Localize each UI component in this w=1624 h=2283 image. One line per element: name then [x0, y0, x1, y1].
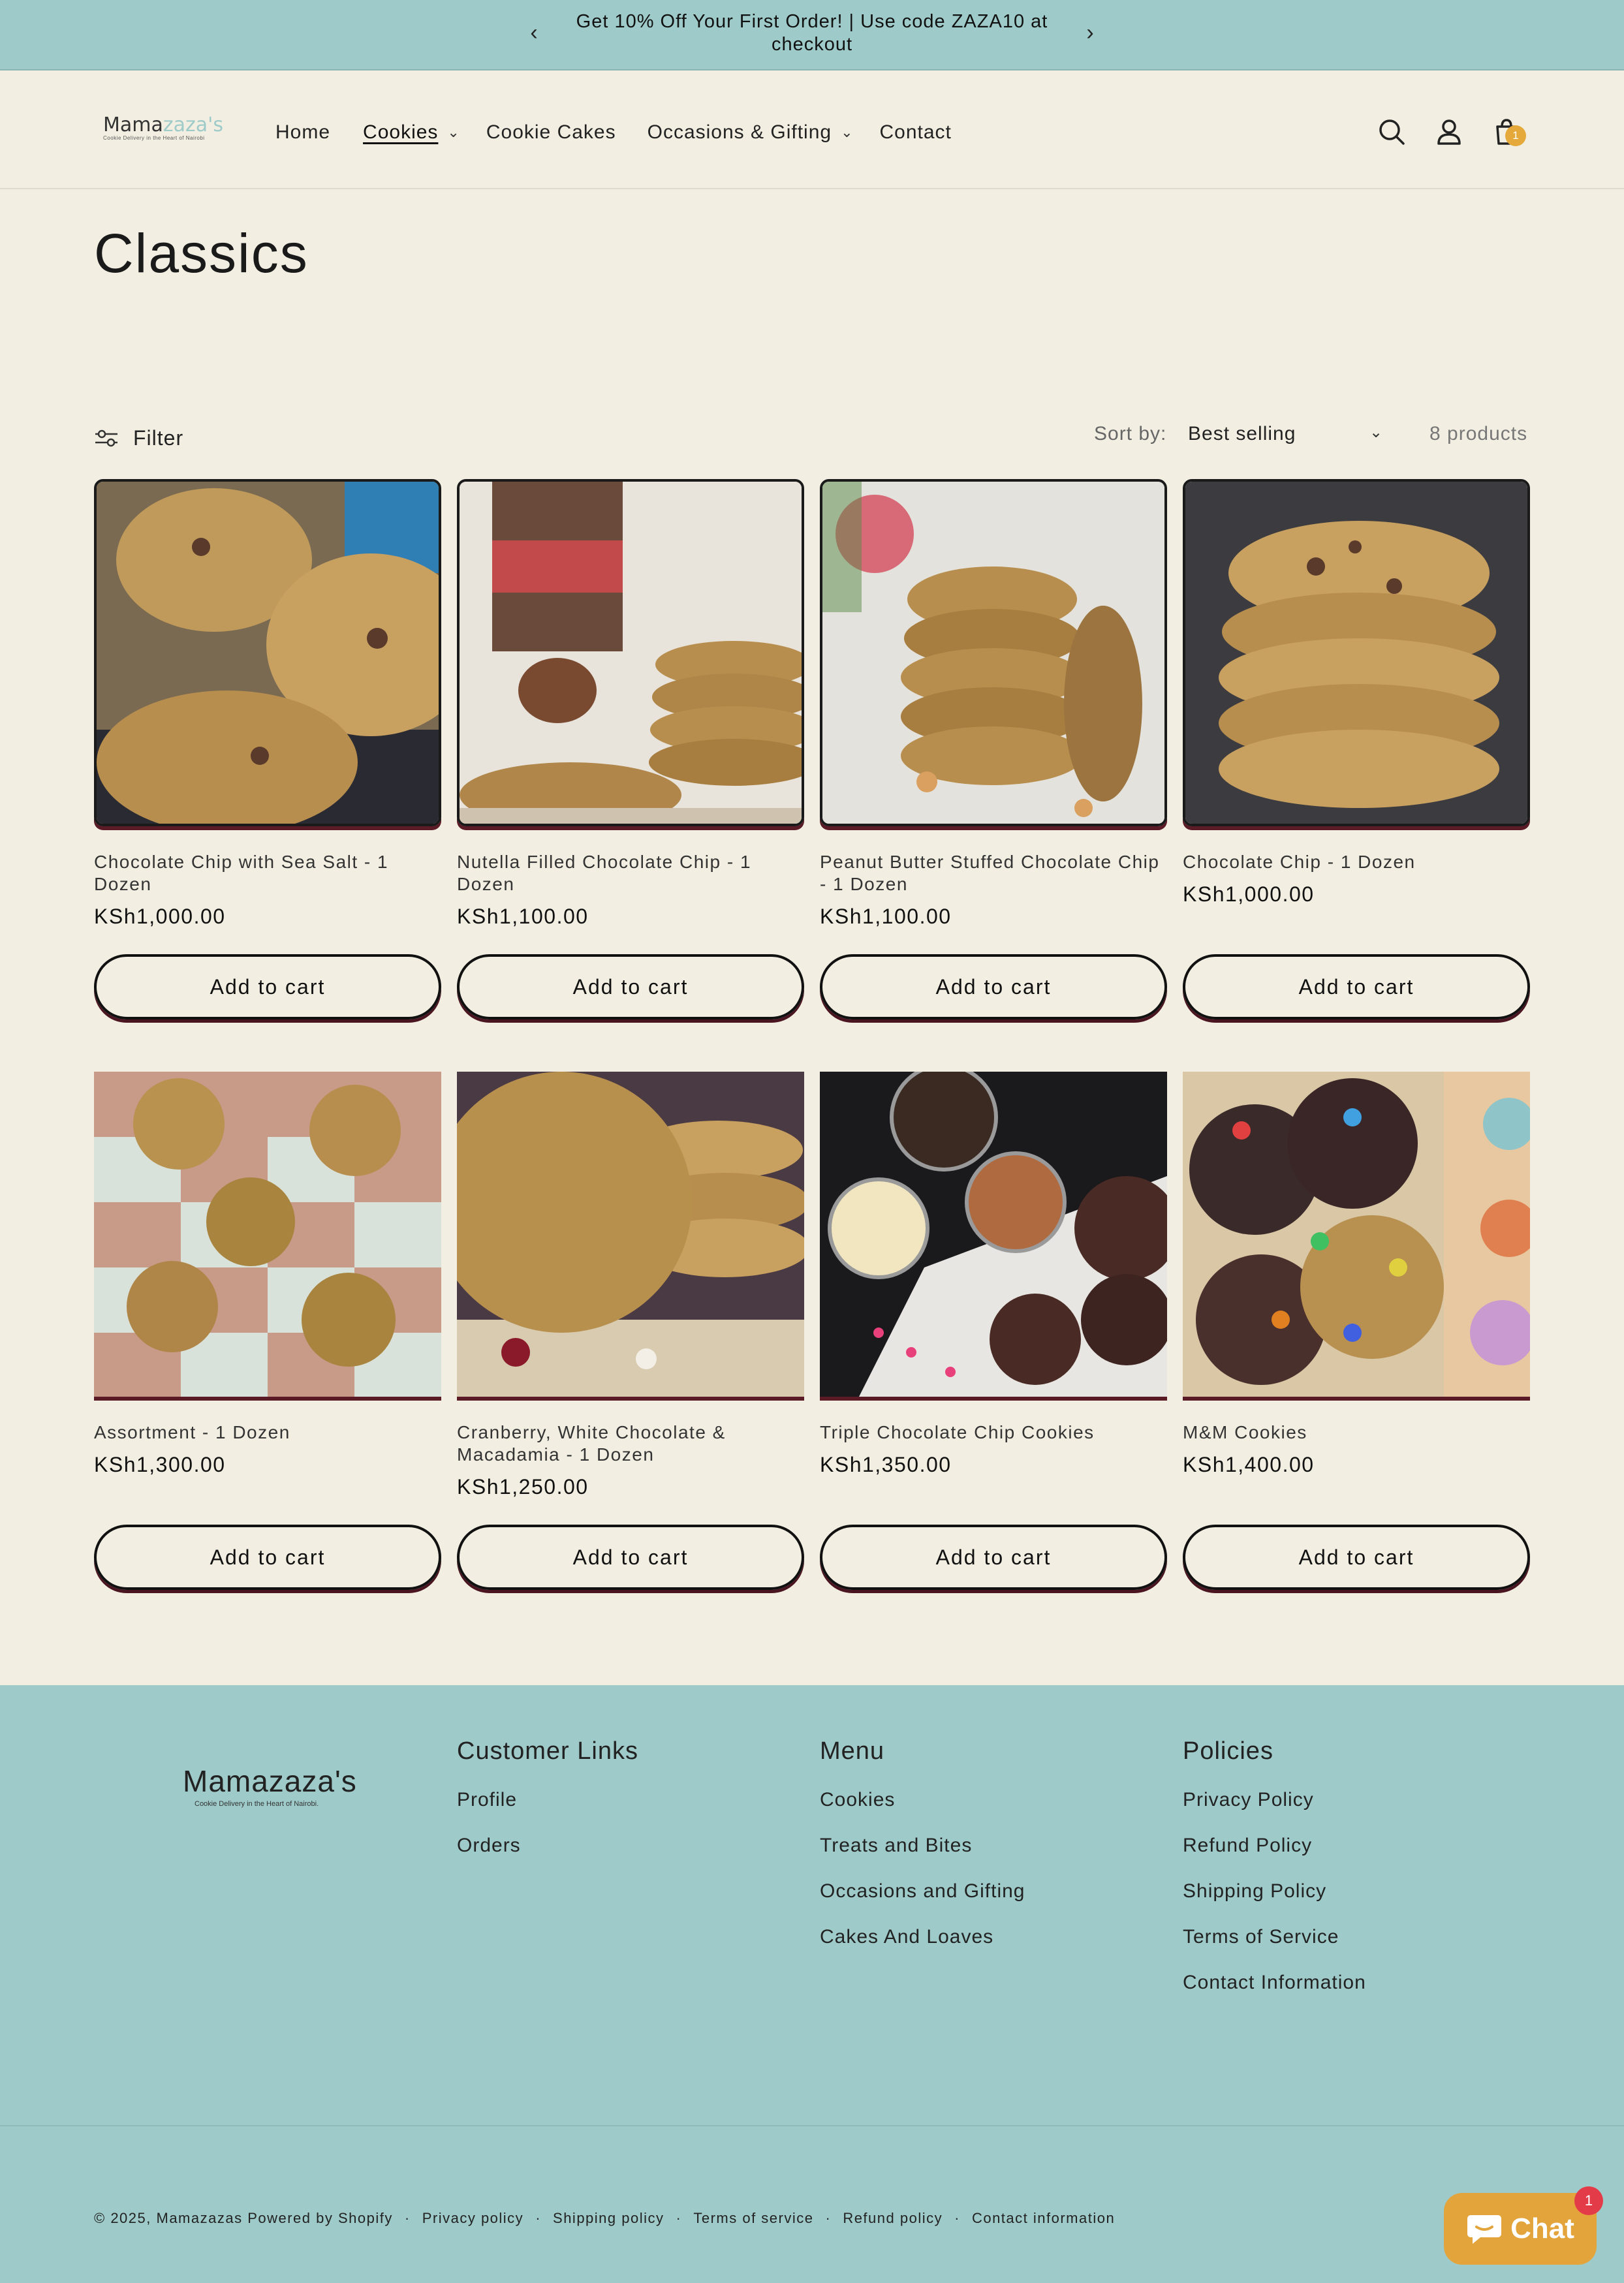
product-price: KSh1,000.00 [94, 905, 226, 928]
footer-logo-tagline: Cookie Delivery in the Heart of Nairobi. [195, 1800, 319, 1808]
product-image[interactable] [820, 479, 1167, 826]
add-to-cart-button[interactable]: Add to cart [820, 1525, 1167, 1590]
site-logo[interactable] [103, 114, 224, 146]
site-header [0, 72, 1624, 189]
footer-column-policies [1183, 1737, 1366, 2017]
product-title[interactable]: Nutella Filled Chocolate Chip - 1 Dozen [457, 852, 752, 894]
product-price: KSh1,300.00 [94, 1453, 226, 1476]
footer-bottom-bar: © 2025, Mamazazas Powered by Shopify · Privacy policy · Shipping policy · Terms of service · Refund policy · Contact information [94, 2210, 1116, 2226]
nav-cookies[interactable] [363, 116, 460, 149]
chevron-down-icon: ⌄ [841, 124, 854, 140]
add-to-cart-button[interactable]: Add to cart [457, 1525, 804, 1590]
footer-heading: Customer Links [457, 1737, 638, 1765]
logo-name-accent: zaza's [163, 114, 224, 136]
product-title[interactable]: M&M Cookies [1183, 1422, 1307, 1442]
footer-link-profile[interactable]: Profile [457, 1789, 518, 1810]
product-title[interactable]: Assortment - 1 Dozen [94, 1422, 290, 1442]
product-image[interactable] [1183, 1072, 1530, 1397]
product-image[interactable] [457, 1072, 804, 1397]
footer-link-treats[interactable]: Treats and Bites [820, 1835, 973, 1856]
product-count: 8 products [1429, 423, 1528, 444]
footer-link-cakes[interactable]: Cakes And Loaves [820, 1926, 994, 1948]
search-icon[interactable] [1372, 112, 1411, 151]
product-image[interactable] [94, 1072, 441, 1397]
add-to-cart-button[interactable]: Add to cart [94, 1525, 441, 1590]
add-to-cart-button[interactable]: Add to cart [94, 954, 441, 1019]
nav-label: Cookies [363, 121, 439, 143]
filter-button[interactable] [94, 422, 183, 454]
chevron-down-icon: ⌄ [447, 124, 460, 140]
footer-logo[interactable] [183, 1763, 357, 1808]
product-title[interactable]: Triple Chocolate Chip Cookies [820, 1422, 1095, 1442]
footer-link-refund[interactable]: Refund Policy [1183, 1835, 1313, 1856]
product-price: KSh1,400.00 [1183, 1453, 1315, 1476]
nav-cookie-cakes[interactable] [486, 116, 616, 149]
copyright-text: © 2025, Mamazazas Powered by Shopify [94, 2210, 393, 2226]
product-image[interactable] [94, 479, 441, 826]
nav-home[interactable] [275, 116, 330, 149]
chat-label: Chat [1510, 2213, 1574, 2244]
nav-label: Cookie Cakes [486, 121, 616, 143]
product-card[interactable] [1183, 479, 1530, 907]
logo-name-main: Mama [103, 114, 163, 136]
product-card[interactable] [457, 1072, 804, 1499]
bottom-link-contact[interactable]: Contact information [971, 2210, 1116, 2226]
product-title[interactable]: Chocolate Chip - 1 Dozen [1183, 852, 1416, 872]
filter-label: Filter [133, 426, 184, 450]
footer-logo-name: Mamazaza's [183, 1764, 357, 1798]
bottom-link-shipping[interactable]: Shipping policy [553, 2210, 664, 2226]
product-price: KSh1,100.00 [820, 905, 952, 928]
product-image[interactable] [457, 479, 804, 826]
announcement-text: Get 10% Off Your First Order! | Use code ZAZA10 at checkout [576, 11, 1048, 55]
page-title: Classics [94, 223, 309, 284]
product-image[interactable] [1183, 479, 1530, 826]
product-title[interactable]: Chocolate Chip with Sea Salt - 1 Dozen [94, 852, 389, 894]
footer-column-menu [820, 1737, 1025, 1972]
announcement-bar [0, 0, 1624, 70]
footer-divider [0, 2125, 1624, 2126]
product-card[interactable] [94, 479, 441, 929]
footer-link-occasions[interactable]: Occasions and Gifting [820, 1880, 1025, 1902]
footer-column-customer-links [457, 1737, 638, 1880]
sort-label: Sort by: [1094, 423, 1167, 444]
add-to-cart-button[interactable]: Add to cart [457, 954, 804, 1019]
footer-link-shipping[interactable]: Shipping Policy [1183, 1880, 1327, 1902]
filter-icon [94, 428, 120, 448]
product-title[interactable]: Peanut Butter Stuffed Chocolate Chip - 1 Dozen [820, 852, 1160, 894]
product-title[interactable]: Cranberry, White Chocolate & Macadamia - 1 Dozen [457, 1422, 726, 1465]
product-card[interactable] [94, 1072, 441, 1477]
account-icon[interactable] [1429, 112, 1469, 151]
main-nav [275, 116, 952, 149]
product-price: KSh1,000.00 [1183, 882, 1315, 906]
chevron-left-icon[interactable]: ‹ [530, 20, 538, 45]
footer-heading: Menu [820, 1737, 885, 1765]
add-to-cart-button[interactable]: Add to cart [1183, 954, 1530, 1019]
chat-bubble-icon [1466, 2213, 1503, 2245]
bottom-link-privacy[interactable]: Privacy policy [422, 2210, 524, 2226]
bottom-link-terms[interactable]: Terms of service [693, 2210, 814, 2226]
nav-contact[interactable] [880, 116, 952, 149]
cart-count-badge: 1 [1505, 125, 1526, 146]
chevron-right-icon[interactable]: › [1086, 20, 1094, 45]
footer-link-privacy[interactable]: Privacy Policy [1183, 1789, 1314, 1810]
product-card[interactable] [457, 479, 804, 929]
add-to-cart-button[interactable]: Add to cart [1183, 1525, 1530, 1590]
product-image[interactable] [820, 1072, 1167, 1397]
footer-link-orders[interactable]: Orders [457, 1835, 521, 1856]
add-to-cart-button[interactable]: Add to cart [820, 954, 1167, 1019]
bottom-link-refund[interactable]: Refund policy [843, 2210, 943, 2226]
logo-tagline: Cookie Delivery in the Heart of Nairobi [103, 135, 205, 141]
footer-link-terms[interactable]: Terms of Service [1183, 1926, 1339, 1948]
chevron-down-icon[interactable]: ⌄ [1369, 424, 1383, 441]
product-card[interactable] [820, 1072, 1167, 1477]
sort-select[interactable]: Best selling [1188, 423, 1296, 444]
footer-link-cookies[interactable]: Cookies [820, 1789, 896, 1810]
nav-label: Home [275, 121, 331, 143]
footer-heading: Policies [1183, 1737, 1273, 1765]
nav-occasions-gifting[interactable] [648, 116, 854, 149]
product-card[interactable] [820, 479, 1167, 929]
footer-link-contact[interactable]: Contact Information [1183, 1972, 1366, 1993]
chat-button[interactable] [1444, 2193, 1597, 2265]
site-footer [0, 1685, 1624, 2283]
nav-label: Contact [879, 121, 952, 143]
product-price: KSh1,350.00 [820, 1453, 952, 1476]
product-price: KSh1,100.00 [457, 905, 589, 928]
nav-label: Occasions & Gifting [647, 121, 832, 143]
product-price: KSh1,250.00 [457, 1475, 589, 1499]
chat-notification-badge: 1 [1574, 2186, 1603, 2215]
product-card[interactable] [1183, 1072, 1530, 1477]
